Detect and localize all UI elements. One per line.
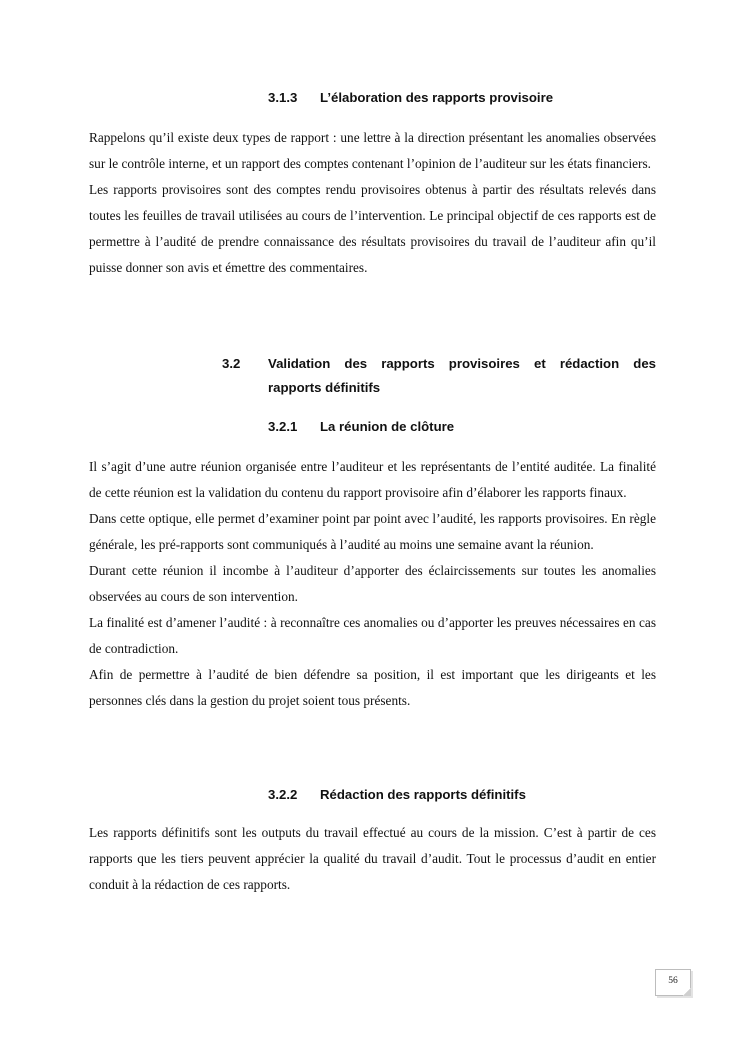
body-text-block-1 — [89, 125, 656, 281]
paragraph: Rappelons qu’il existe deux types de rapport : une lettre à la direction présentant les anomalies observées sur le contrôle interne, et un rapport des comptes contenant l’opinion de l’auditeur sur les états financiers. — [89, 130, 656, 171]
paragraph: Afin de permettre à l’audité de bien défendre sa position, il est important que les dirigeants et les personnes clés dans la gestion du projet soient tous présents. — [89, 667, 656, 708]
page-fold-icon — [683, 988, 691, 996]
section-title: La réunion de clôture — [320, 419, 455, 434]
paragraph: Dans cette optique, elle permet d’examiner point par point avec l’audité, les rapports provisoires. En règle générale, les pré-rapports sont communiqués à l’audité au moins une semaine avant la réunion. — [89, 511, 656, 552]
section-heading-3-2 — [222, 352, 656, 400]
section-title: Rédaction des rapports définitifs — [320, 787, 526, 802]
section-heading-3-1-3 — [268, 90, 553, 105]
section-number: 3.2.2 — [268, 787, 298, 802]
section-heading-3-2-1 — [268, 419, 454, 434]
page-number: 56 — [668, 976, 678, 986]
paragraph: Les rapports définitifs sont les outputs du travail effectué au cours de la mission. C’est à partir de ces rapports que les tiers peuvent apprécier la qualité du travail d’audit. Tout le processus d’audit en entier conduit à la rédaction de ces rapports. — [89, 825, 656, 892]
section-number: 3.2.1 — [268, 419, 298, 434]
section-title: L’élaboration des rapports provisoire — [320, 90, 554, 105]
body-text-block-2 — [89, 454, 656, 714]
section-title-line-1: Validation des rapports provisoires et rédaction des — [268, 356, 656, 371]
paragraph: Les rapports provisoires sont des comptes rendu provisoires obtenus à partir des résultats relevés dans toutes les feuilles de travail utilisées au cours de l’intervention. Le principal objectif de ces rapports est de permettre à l’audité de prendre connaissance des résultats provisoires du travail de l’auditeur afin qu’il puisse donner son avis et émettre des commentaires. — [89, 182, 656, 275]
section-title-line-2: rapports définitifs — [268, 380, 381, 395]
section-title — [268, 352, 656, 400]
paragraph: Il s’agit d’une autre réunion organisée entre l’auditeur et les représentants de l’entité auditée. La finalité de cette réunion est la validation du contenu du rapport provisoire afin d’élaborer les rapports finaux. — [89, 459, 656, 500]
page-number-box — [655, 969, 691, 996]
section-number: 3.2 — [222, 356, 241, 371]
section-number: 3.1.3 — [268, 90, 298, 105]
section-heading-3-2-2 — [268, 787, 526, 802]
paragraph: Durant cette réunion il incombe à l’auditeur d’apporter des éclaircissements sur toutes les anomalies observées au cours de son intervention. — [89, 563, 656, 604]
paragraph: La finalité est d’amener l’audité : à reconnaître ces anomalies ou d’apporter les preuves nécessaires en cas de contradiction. — [89, 615, 656, 656]
body-text-block-3 — [89, 820, 656, 898]
